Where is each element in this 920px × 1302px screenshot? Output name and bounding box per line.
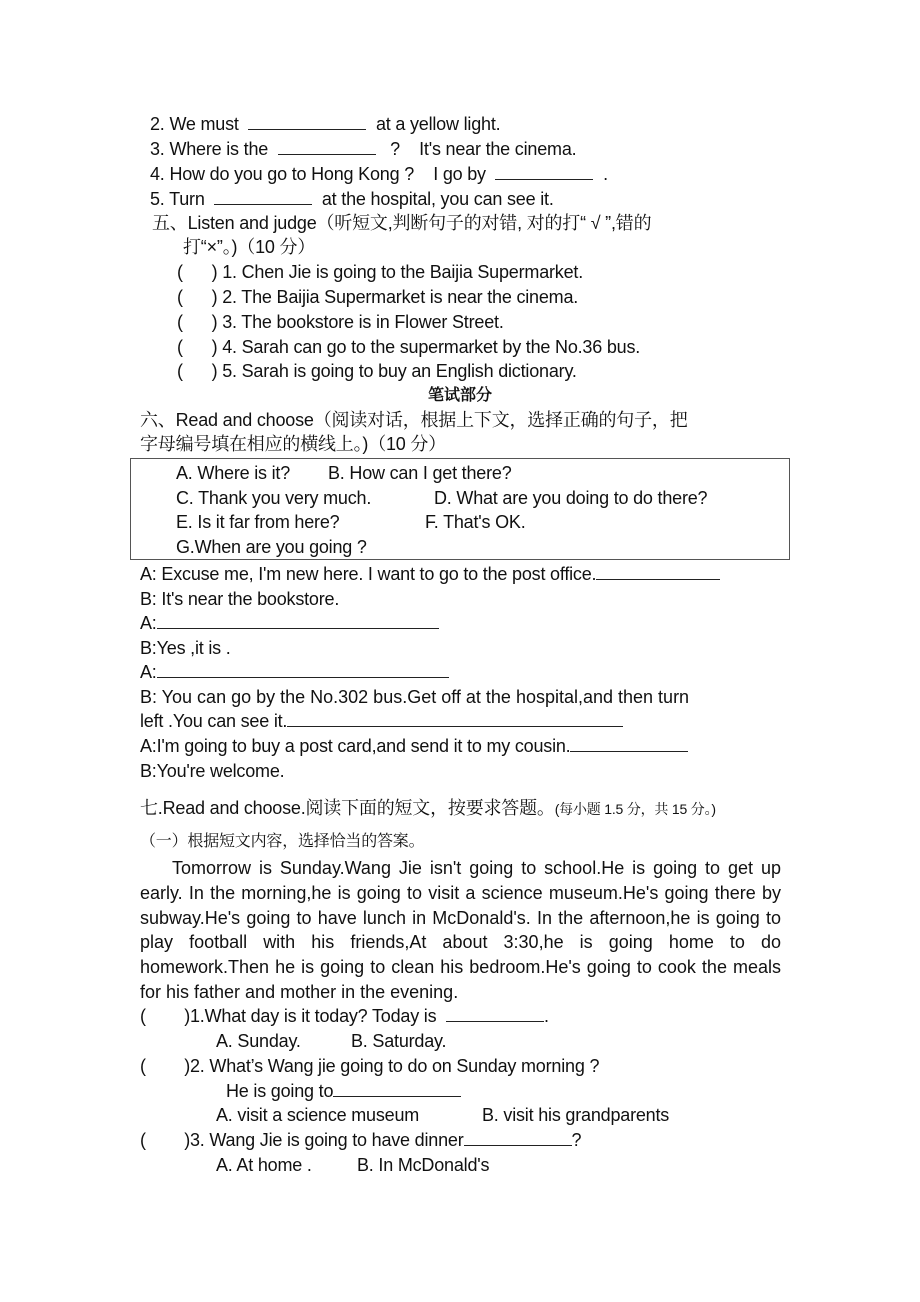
judge-item (177, 285, 578, 309)
dialogue-text: A: (140, 662, 157, 682)
judge-statement: 3. The bookstore is in Flower Street. (222, 312, 504, 332)
question-2-option-a: A. visit a science museum (216, 1105, 420, 1125)
dialogue-line: B:You're welcome. (140, 761, 285, 781)
question-1 (140, 1004, 549, 1028)
dialogue-text: A: Excuse me, I'm new here. I want to go to the post office. (140, 564, 597, 584)
judge-item (177, 335, 640, 359)
answer-blank[interactable] (596, 563, 720, 580)
dialogue-line (140, 660, 449, 684)
dialogue-text: B: You can go by the No.302 bus.Get off at the hospital,and then turn (140, 687, 690, 707)
dialogue-line: B: It's near the bookstore. (140, 589, 340, 609)
judge-item (177, 260, 583, 284)
item-text: We must (169, 114, 239, 134)
item-text: Turn (169, 189, 205, 209)
option-c: C. Thank you very much. (176, 488, 372, 508)
question-2 (140, 1054, 599, 1078)
item-number: 4. (150, 164, 165, 184)
section6-title: 六、Read and choose（阅读对话，根据上下文，选择正确的句子，把 (140, 410, 688, 430)
question-3-option-b: B. In McDonald's (357, 1155, 490, 1175)
option-e: E. Is it far from here? (176, 512, 340, 532)
answer-blank[interactable] (214, 188, 312, 205)
dialogue-text: A:I'm going to buy a post card,and send it to my cousin. (140, 736, 571, 756)
judge-statement: 1. Chen Jie is going to the Baijia Supermarket. (222, 262, 584, 282)
section7-title (140, 796, 716, 821)
answer-blank[interactable] (446, 1005, 544, 1022)
punctuation: . (544, 1006, 549, 1026)
section5-title-cont: 打“×”。)（10 分） (183, 237, 316, 257)
item-number: 5. (150, 189, 165, 209)
fill-blank-item-2 (150, 112, 500, 136)
item-text: Where is the (169, 139, 269, 159)
judge-statement: 4. Sarah can go to the supermarket by the No.36 bus. (222, 337, 641, 357)
item-text: at a yellow light. (375, 114, 501, 134)
answer-parentheses[interactable]: ( ) (177, 287, 218, 307)
dialogue-line (140, 709, 623, 733)
answer-blank[interactable] (157, 612, 439, 629)
punctuation: ? (571, 1130, 582, 1150)
question-3 (140, 1128, 581, 1152)
answer-blank[interactable] (495, 163, 593, 180)
fill-blank-item-4 (150, 162, 608, 186)
answer-blank[interactable] (333, 1080, 461, 1097)
option-d: D. What are you doing to do there? (434, 488, 708, 508)
item-text: ? It's near the cinema. (390, 139, 577, 159)
dialogue-line: B:Yes ,it is . (140, 638, 231, 658)
question-1-option-b: B. Saturday. (351, 1031, 447, 1051)
question-2-option-b: B. visit his grandparents (482, 1105, 670, 1125)
answer-parentheses[interactable]: ( ) (140, 1130, 190, 1150)
judge-item (177, 310, 504, 334)
answer-blank[interactable] (278, 138, 376, 155)
section7-score-note: (每小题 1.5 分，共 15 分。) (554, 801, 716, 817)
dialogue-line (140, 685, 781, 710)
dialogue-line (140, 611, 439, 635)
answer-parentheses[interactable]: ( ) (140, 1056, 190, 1076)
answer-parentheses[interactable]: ( ) (177, 262, 218, 282)
answer-parentheses[interactable]: ( ) (177, 337, 218, 357)
answer-parentheses[interactable]: ( ) (140, 1006, 190, 1026)
section6-title-cont: 字母编号填在相应的横线上。)（10 分） (140, 434, 447, 454)
question-2-line2 (226, 1079, 461, 1103)
fill-blank-item-5 (150, 187, 554, 211)
item-text: How do you go to Hong Kong ? I go by (169, 164, 486, 184)
answer-blank[interactable] (248, 113, 366, 130)
dialogue-line (140, 562, 720, 586)
item-text: . (603, 164, 608, 184)
answer-blank[interactable] (570, 735, 688, 752)
judge-statement: 2. The Baijia Supermarket is near the cinema. (222, 287, 579, 307)
dialogue-line (140, 734, 688, 758)
item-number: 2. (150, 114, 165, 134)
question-text: 2. What’s Wang jie going to do on Sunday morning ? (190, 1056, 600, 1076)
option-g: G.When are you going ? (176, 537, 367, 557)
answer-blank[interactable] (287, 710, 623, 727)
dialogue-text: left .You can see it. (140, 711, 288, 731)
answer-parentheses[interactable]: ( ) (177, 361, 218, 381)
answer-blank[interactable] (157, 661, 449, 678)
section7-title-main: 七.Read and choose.阅读下面的短文，按要求答题。 (140, 798, 555, 818)
written-part-heading: 笔试部分 (427, 387, 492, 404)
judge-statement: 5. Sarah is going to buy an English dictionary. (222, 361, 577, 381)
option-b: B. How can I get there? (328, 463, 512, 483)
section5-title: 五、Listen and judge（听短文,判断句子的对错, 对的打“ √ ”,错的 (152, 213, 652, 233)
question-text: He is going to (226, 1081, 334, 1101)
question-3-option-a: A. At home . (216, 1155, 312, 1175)
dialogue-text: A: (140, 613, 157, 633)
item-text: at the hospital, you can see it. (321, 189, 554, 209)
option-f: F. That's OK. (425, 512, 526, 532)
question-text: 1.What day is it today? Today is (190, 1006, 437, 1026)
option-a: A. Where is it? (176, 463, 291, 483)
answer-blank[interactable] (464, 1129, 572, 1146)
answer-parentheses[interactable]: ( ) (177, 312, 218, 332)
item-number: 3. (150, 139, 165, 159)
fill-blank-item-3 (150, 137, 576, 161)
section7-subtitle: （一）根据短文内容，选择恰当的答案。 (140, 833, 425, 850)
question-text: 3. Wang Jie is going to have dinner (190, 1130, 464, 1150)
judge-item (177, 359, 577, 383)
reading-passage: Tomorrow is Sunday.Wang Jie isn't going to school.He is going to get up early. In the morning,he is going to visit a science museum.He's going there by subway.He's going to have lunch in McDonald's. In the afternoon,he is going to play football with his friends,At about 3:30,he is going home to do homework.Then he is going to clean his bedroom.He's going to cook the meals for his father and mother in the evening. (140, 858, 781, 1002)
question-1-option-a: A. Sunday. (216, 1031, 301, 1051)
